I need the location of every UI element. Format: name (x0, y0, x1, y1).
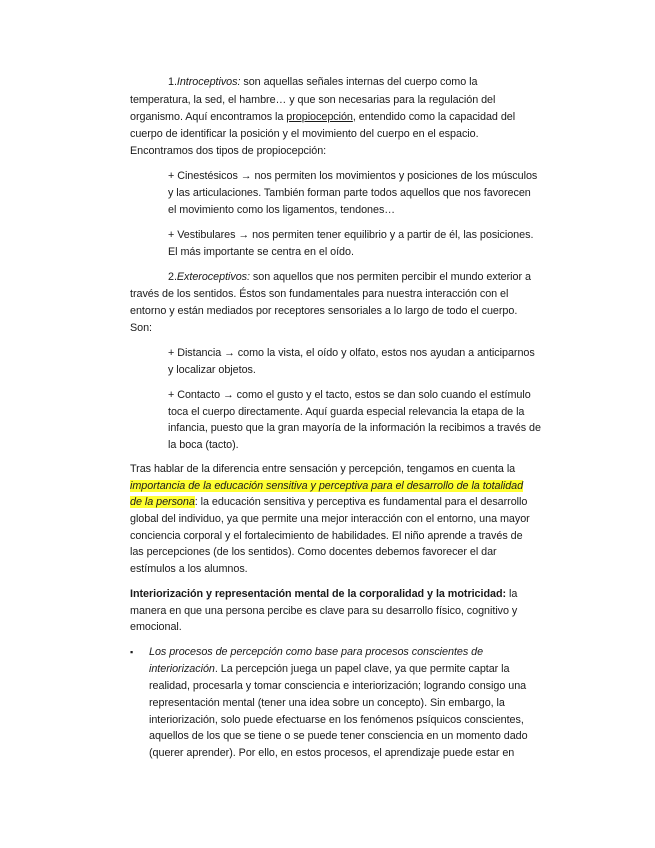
interiorizacion-line-1: Interiorización y representación mental de la corporalidad y la motricidad: la (130, 588, 518, 600)
cinestesicos-line-3: el movimiento como los ligamentos, tendones… (168, 204, 396, 216)
introceptivos-line-2: temperatura, la sed, el hambre… y que son necesarias para la regulación del (130, 94, 496, 106)
sensacion-line-4: global del individuo, ya que permite una mejor interacción con el entorno, una mayor (130, 513, 530, 525)
interiorizacion-line-3: emocional. (130, 621, 182, 633)
introceptivos-term: Introceptivos: (176, 76, 241, 88)
bullet-line-3: realidad, procesarla y tomar consciencia e interiorización; logrando consigo una (149, 680, 527, 692)
bullet-marker: ▪ (130, 647, 134, 657)
contacto-line-4: la boca (tacto). (168, 439, 239, 451)
exteroceptivos-line-3: entorno y están mediados por receptores sensoriales a lo largo de todo el cuerpo. (130, 305, 518, 317)
interiorizacion-line-2: manera en que una persona percibe es clave para su desarrollo físico, cognitivo y (130, 605, 518, 617)
bullet-line-1: Los procesos de percepción como base para procesos conscientes de (149, 646, 484, 658)
sensacion-line-2 (130, 480, 523, 493)
contacto-line-1: + Contacto → como el gusto y el tacto, estos se dan solo cuando el estímulo (168, 389, 531, 401)
introceptivos-line-3: organismo. Aquí encontramos la propiocepción, entendido como la capacidad del (130, 111, 516, 123)
cinestesicos-line-1: + Cinestésicos → nos permiten los movimientos y posiciones de los músculos (168, 170, 538, 182)
sensacion-line-7: estímulos a los alumnos. (130, 563, 248, 575)
sensacion-line-5: conciencia corporal y el fortalecimiento de habilidades. El niño aprende a través de (130, 530, 523, 542)
highlighted-phrase-end: de la persona (130, 496, 195, 508)
vestibulares-line-1: + Vestibulares → nos permiten tener equilibrio y a partir de él, las posiciones. (168, 229, 534, 241)
contacto-line-3: infancia, puesto que la gran mayoría de la información la recibimos a través de (168, 422, 541, 434)
bullet-line-7: (querer aprender). Por ello, en estos procesos, el aprendizaje puede estar en (149, 747, 515, 759)
bullet-line-4: representación mental (tener una idea sobre un concepto). Sin embargo, la (149, 697, 505, 709)
distancia-line-2: y localizar objetos. (168, 364, 256, 376)
introceptivos-line-4: cuerpo de identificar la posición y el movimiento del cuerpo en el espacio. (130, 128, 479, 140)
propiocepcion-link[interactable]: propiocepción (286, 111, 353, 123)
contacto-line-2: toca el cuerpo directamente. Aquí guarda especial relevancia la etapa de la (168, 406, 525, 418)
exteroceptivos-line-4: Son: (130, 322, 153, 334)
vestibulares-line-2: El más importante se centra en el oído. (168, 246, 354, 258)
highlighted-phrase: importancia de la educación sensitiva y perceptiva para el desarrollo de la totalidad (130, 480, 524, 492)
distancia-line-1: + Distancia → como la vista, el oído y olfato, estos nos ayudan a anticiparnos (168, 347, 535, 359)
exteroceptivos-line-2: través de los sentidos. Éstos son fundamentales para nuestra interacción con el (130, 288, 509, 300)
bullet-line-6: aquellos de los que se tiene o se puede tener consciencia en un momento dado (149, 730, 528, 742)
sensacion-line-6: las percepciones (de los sentidos). Como docentes debemos favorecer el dar (130, 546, 497, 558)
bullet-line-2: interiorización. La percepción juega un papel clave, ya que permite captar la (149, 663, 510, 675)
introceptivos-line-1: 1.Introceptivos: son aquellas señales internas del cuerpo como la (168, 76, 478, 88)
section-heading: Interiorización y representación mental de la corporalidad y la motricidad: (130, 588, 507, 600)
introceptivos-line-5: Encontramos dos tipos de propiocepción: (130, 145, 327, 157)
exteroceptivos-line-1: 2.Exteroceptivos: son aquellos que nos permiten percibir el mundo exterior a (168, 271, 531, 283)
sensacion-line-1: Tras hablar de la diferencia entre sensación y percepción, tengamos en cuenta la (130, 463, 516, 475)
sensacion-line-3: de la persona: la educación sensitiva y perceptiva es fundamental para el desarrollo (130, 496, 528, 508)
bullet-line-5: interiorización, solo puede efectuarse en los fenómenos psíquicos conscientes, (149, 714, 524, 726)
exteroceptivos-term: Exteroceptivos: (176, 271, 250, 283)
cinestesicos-line-2: y las articulaciones. También forman parte todos aquellos que nos favorecen (168, 187, 531, 199)
